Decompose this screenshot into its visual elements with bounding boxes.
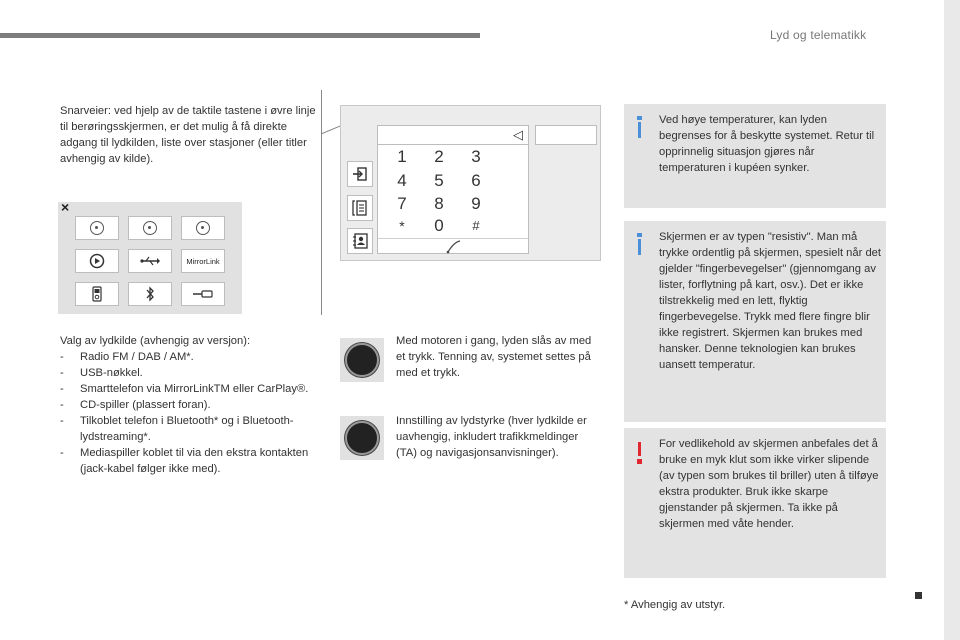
radio-icon	[90, 221, 104, 235]
radio-icon	[196, 221, 210, 235]
warning-icon	[637, 459, 642, 464]
keypad-divider	[378, 238, 528, 239]
warning-text: For vedlikehold av skjermen anbefales det å bruke en myk klut som ikke virker slipende (av typen som brukes til briller) uten å tilføye ekstra produkter. Bruk ikke skarpe gjenstander på skjermen. Ta ikke på skjermen med våte hender.	[659, 438, 879, 530]
key-9[interactable]: 9	[471, 194, 481, 213]
list-item: - Radio FM / DAB / AM*.	[60, 351, 194, 363]
jack-plug-icon	[192, 289, 214, 299]
key-4[interactable]: 4	[397, 171, 407, 190]
close-icon[interactable]: ×	[61, 199, 70, 215]
source-panel	[58, 199, 242, 314]
bluetooth-icon	[145, 286, 155, 302]
info-text: Ved høye temperaturer, kan lyden begrenses for å beskytte systemet. Retur til opprinnelig situasjon gjøres når temperaturen i kupéen synker.	[659, 114, 875, 174]
backspace-icon[interactable]: ◁	[513, 127, 523, 142]
key-7[interactable]: 7	[397, 194, 407, 213]
bluetooth-button[interactable]	[128, 282, 172, 306]
aux-button[interactable]	[181, 282, 225, 306]
source-intro: Valg av lydkilde (avhengig av versjon):	[60, 335, 251, 347]
end-mark	[915, 592, 922, 599]
list-item: - USB-nøkkel.	[60, 367, 143, 379]
call-button[interactable]	[535, 125, 597, 145]
number-input[interactable]	[377, 125, 529, 145]
page-edge-strip	[944, 0, 960, 640]
cd-button[interactable]	[75, 249, 119, 273]
list-item: - Smarttelefon via MirrorLinkTM eller CarPlay®.	[60, 383, 309, 395]
list-item: - Mediaspiller koblet til via den ekstra kontakten (jack-kabel følger ikke med).	[60, 447, 309, 475]
key-1[interactable]: 1	[397, 147, 407, 166]
usb-icon	[140, 255, 160, 267]
knob-icon	[345, 421, 379, 455]
radio-am-button[interactable]	[181, 216, 225, 240]
key-8[interactable]: 8	[434, 194, 444, 213]
call-log-button[interactable]	[347, 195, 373, 221]
info-icon	[637, 116, 642, 120]
volume-knob[interactable]	[340, 416, 384, 460]
info-icon-bar	[638, 239, 641, 255]
key-star[interactable]: *	[399, 218, 405, 234]
section-title: Lyd og telematikk	[770, 28, 867, 42]
incoming-call-button[interactable]	[347, 161, 373, 187]
key-0[interactable]: 0	[434, 216, 444, 235]
media-player-icon	[92, 286, 102, 302]
handset-icon[interactable]	[444, 240, 464, 254]
key-2[interactable]: 2	[434, 147, 444, 166]
radio-icon	[143, 221, 157, 235]
key-hash[interactable]: #	[472, 218, 480, 233]
power-knob[interactable]	[340, 338, 384, 382]
header-rule	[0, 33, 480, 38]
key-5[interactable]: 5	[434, 171, 444, 190]
info-text: Skjermen er av typen "resistiv". Man må trykke ordentlig på skjermen, spesielt når det gjelder "fingerbevegelser" (gjennomgang av lister, forflytning på kart, osv.). Det er ikke tilstrekkelig med en lett, flyktig fingerbevegelse. Trykk med flere fingre blir ikke registrert. Skjermen kan brukes med hansker. Denne teknologien kan brukes uansett temperatur.	[659, 231, 881, 371]
usb-button[interactable]	[128, 249, 172, 273]
media-player-button[interactable]	[75, 282, 119, 306]
phone-keypad-screen	[340, 105, 601, 261]
radio-dab-button[interactable]	[128, 216, 172, 240]
info-icon-bar	[638, 122, 641, 138]
shortcuts-text: Snarveier: ved hjelp av de taktile tastene i øvre linje til berøringsskjermen, er det mulig å få direkte adgang til lydkilden, liste over stasjoner (eller titler avhengig av kilde).	[60, 105, 316, 165]
disc-play-icon	[89, 253, 105, 269]
enter-icon	[352, 166, 368, 182]
power-knob-text: Med motoren i gang, lyden slås av med et trykk. Tenning av, systemet settes på med et trykk.	[396, 335, 592, 379]
footnote: * Avhengig av utstyr.	[624, 599, 726, 611]
info-box-resistive	[624, 221, 886, 422]
volume-knob-text: Innstilling av lydstyrke (hver lydkilde er uavhengig, inkludert trafikkmeldinger (TA) og navigasjonsanvisninger).	[396, 415, 587, 459]
info-icon	[637, 233, 642, 237]
warning-box-maintenance	[624, 428, 886, 578]
contacts-button[interactable]	[347, 228, 373, 254]
info-box-temperature	[624, 104, 886, 208]
contacts-icon	[352, 233, 368, 249]
mirrorlink-button[interactable]: MirrorLink	[181, 249, 225, 273]
radio-fm-button[interactable]	[75, 216, 119, 240]
key-3[interactable]: 3	[471, 147, 481, 166]
list-item: - Tilkoblet telefon i Bluetooth* og i Bluetooth-lydstreaming*.	[60, 415, 294, 443]
list-item: - CD-spiller (plassert foran).	[60, 399, 211, 411]
source-list	[60, 333, 322, 477]
call-log-icon	[352, 199, 368, 217]
keypad-grid	[377, 144, 529, 254]
key-6[interactable]: 6	[471, 171, 481, 190]
knob-icon	[345, 343, 379, 377]
warning-icon-bar	[638, 442, 641, 456]
